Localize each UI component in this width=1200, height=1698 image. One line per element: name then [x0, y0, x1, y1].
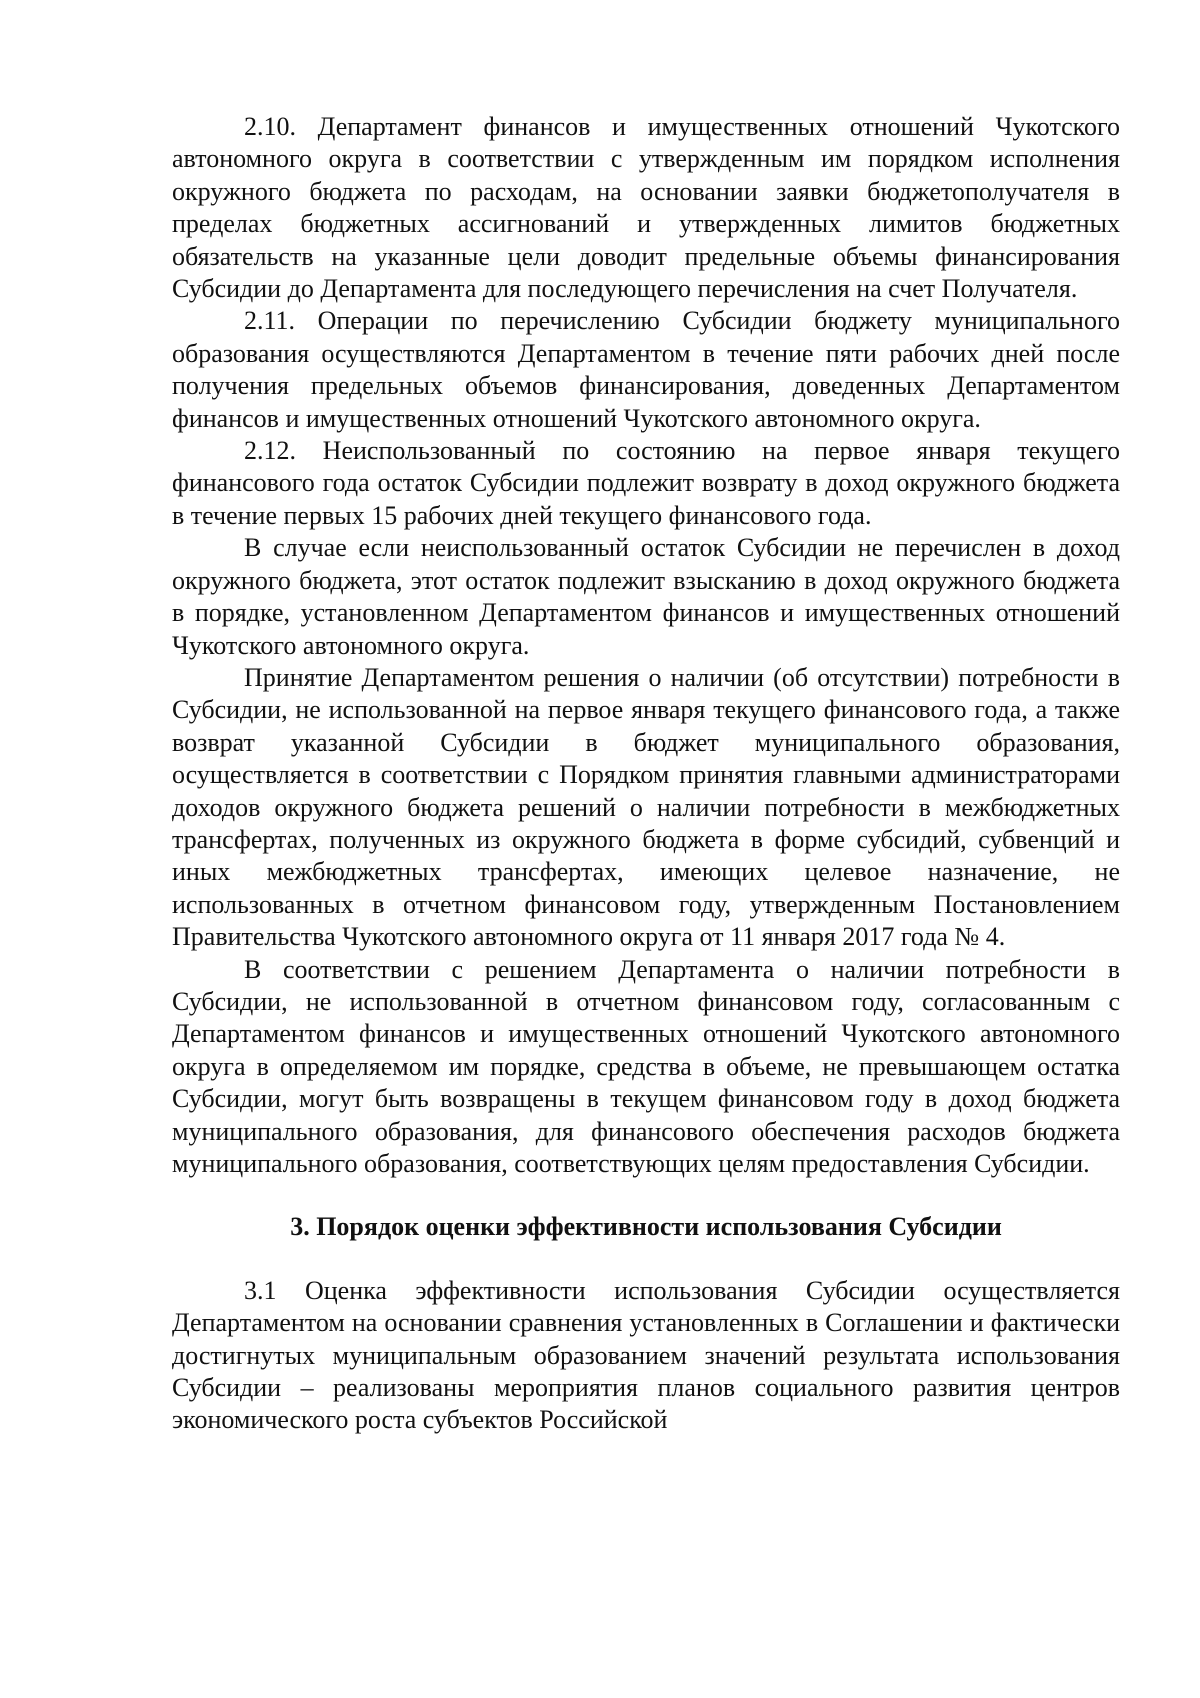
- paragraph-2-11: 2.11. Операции по перечислению Субсидии бюджету муниципального образования осуществляются Департаментом в течение пяти рабочих дней после получения предельных объемов финансирования, доведенных Департаментом финансов и имущественных отношений Чукотского автономного округа.: [172, 306, 1120, 433]
- paragraph-3-1: 3.1 Оценка эффективности использования Субсидии осуществляется Департаментом на основании сравнения установленных в Соглашении и фактически достигнутых муниципальным образованием значений результата использования Субсидии – реализованы мероприятия планов социального развития центров экономического роста субъектов Российской: [172, 1275, 1120, 1435]
- paragraph-return-funds: В соответствии с решением Департамента о наличии потребности в Субсидии, не использованной в отчетном финансовом году, согласованным с Департаментом финансов и имущественных отношений Чукотского автономного округа в определяемом им порядке, средства в объеме, не превышающем остатка Субсидии, могут быть возвращены в текущем финансовом году в доход бюджета муниципального образования, для финансового обеспечения расходов бюджета муниципального образования, соответствующих целям предоставления Субсидии.: [172, 954, 1120, 1178]
- section-heading: 3. Порядок оценки эффективности использования Субсидии: [290, 1212, 1002, 1242]
- paragraph-2-10: 2.10. Департамент финансов и имущественных отношений Чукотского автономного округа в соответствии с утвержденным им порядком исполнения окружного бюджета по расходам, на основании заявки бюджетополучателя в пределах бюджетных ассигнований и утвержденных лимитов бюджетных обязательств на указанные цели доводит предельные объемы финансирования Субсидии до Департамента для последующего перечисления на счет Получателя.: [172, 112, 1120, 304]
- paragraph-need-decision: Принятие Департаментом решения о наличии (об отсутствии) потребности в Субсидии, не использованной на первое января текущего финансового года, а также возврат указанной Субсидии в бюджет муниципального образования, осуществляется в соответствии с Порядком принятия главными администраторами доходов окружного бюджета решений о наличии потребности в межбюджетных трансфертах, полученных из окружного бюджета в форме субсидий, субвенций и иных межбюджетных трансфертах, имеющих целевое назначение, не использованных в отчетном финансовом году, утвержденным Постановлением Правительства Чукотского автономного округа от 11 января 2017 года № 4.: [172, 662, 1120, 952]
- paragraph-unspent-balance: В случае если неиспользованный остаток Субсидии не перечислен в доход окружного бюджета, этот остаток подлежит взысканию в доход окружного бюджета в порядке, установленном Департаментом финансов и имущественных отношений Чукотского автономного округа.: [172, 533, 1120, 660]
- paragraph-2-12: 2.12. Неиспользованный по состоянию на первое января текущего финансового года остаток Субсидии подлежит возврату в доход окружного бюджета в течение первых 15 рабочих дней текущего финансового года.: [172, 436, 1120, 530]
